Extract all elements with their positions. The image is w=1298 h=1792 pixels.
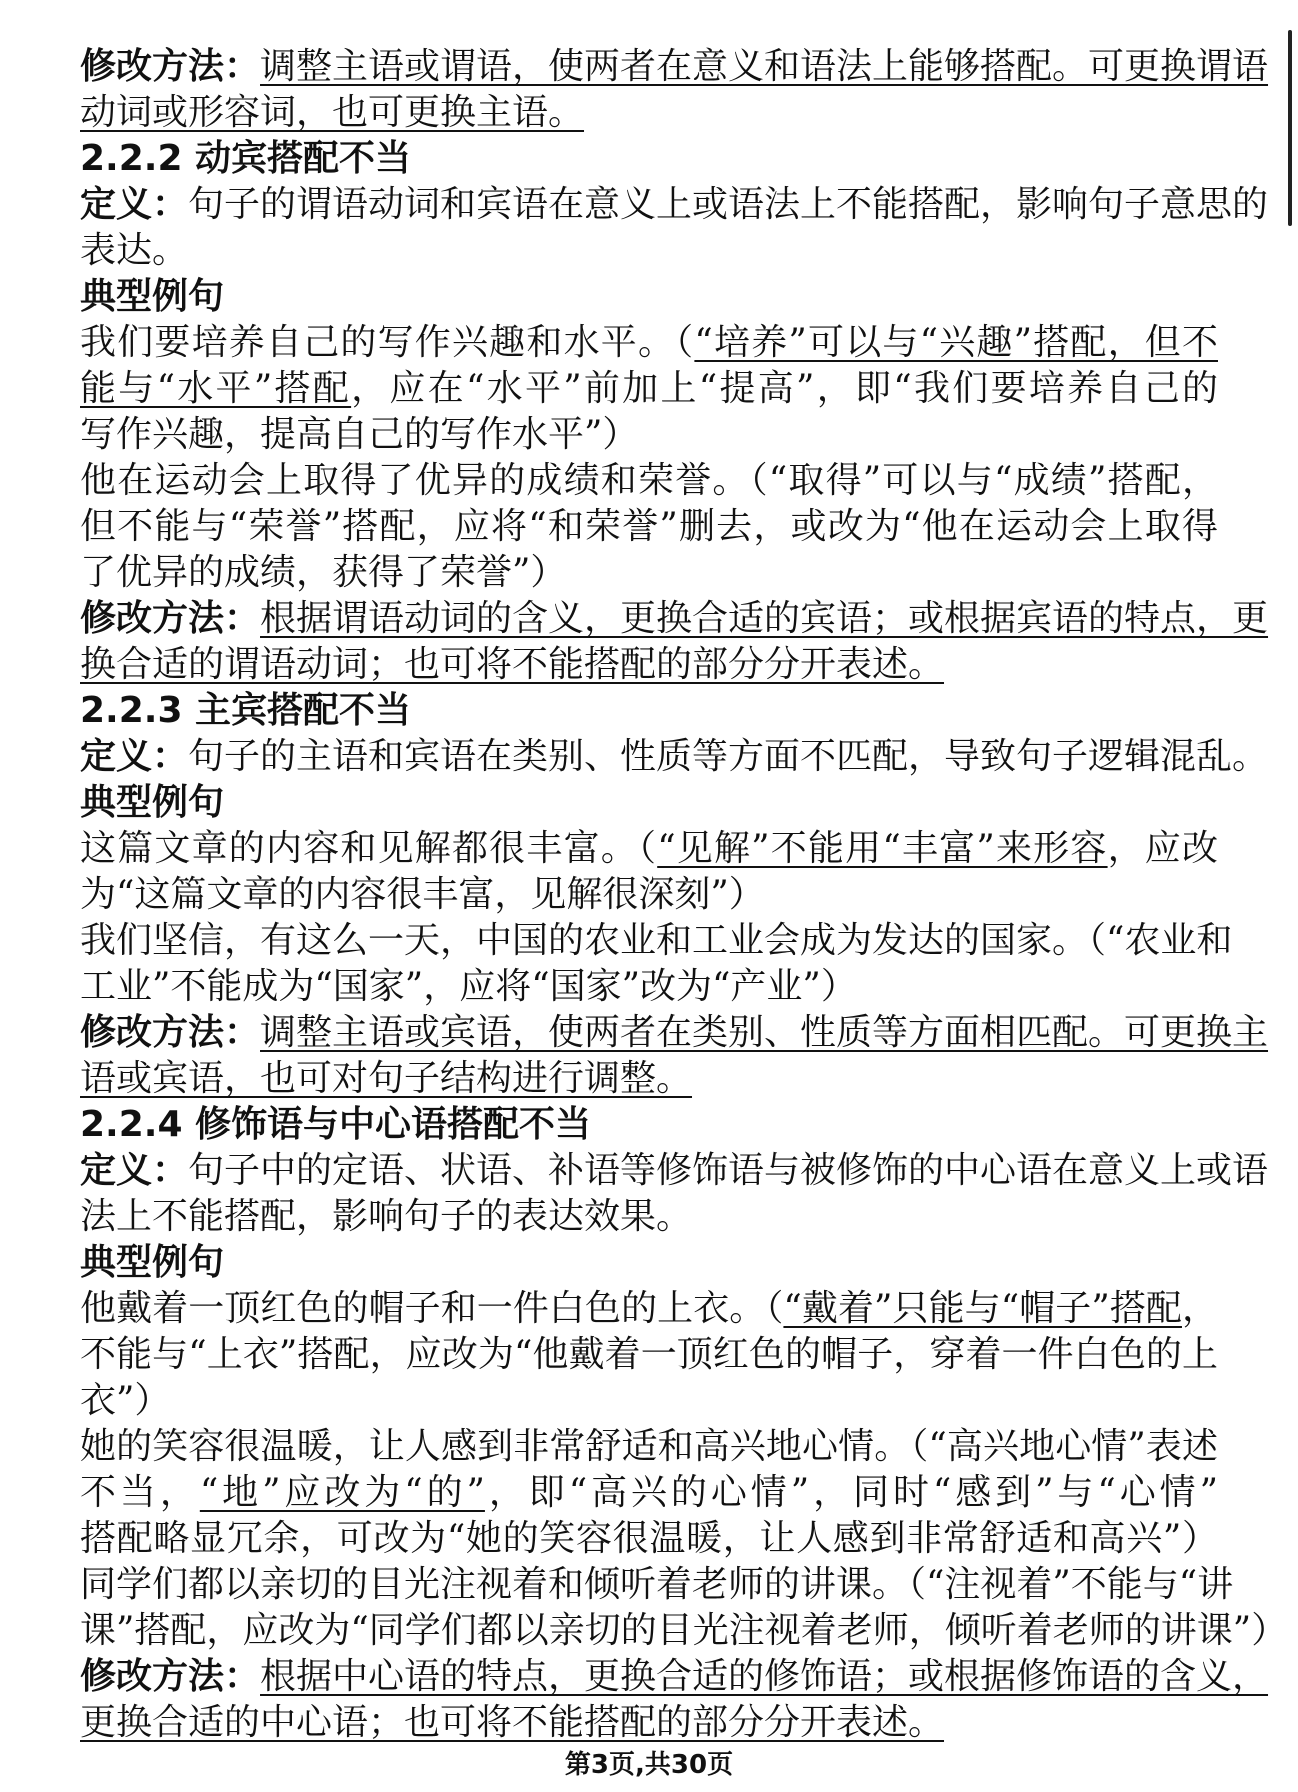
- section-heading-2-2-2: 2.2.2 动宾搭配不当: [80, 138, 412, 179]
- example-underlined: 能与“水平”搭配: [80, 368, 352, 409]
- fix-method-text: 换合适的谓语动词；也可将不能搭配的部分分开表述。: [80, 644, 945, 685]
- definition-line: [80, 1194, 1218, 1240]
- fix-method-line: [80, 1010, 1269, 1056]
- fix-method-label: 修改方法：: [80, 598, 261, 639]
- fix-method-text: 动词或形容词，也可更换主语。: [80, 92, 585, 133]
- example-line: [80, 1470, 1218, 1516]
- definition-text: 表达。: [80, 230, 189, 271]
- fix-method-text: 调整主语或谓语，使两者在意义和语法上能够搭配。可更换谓语: [260, 46, 1269, 87]
- example-underlined: “见解”不能用“丰富”来形容: [657, 828, 1108, 869]
- example-text: 衣”）: [80, 1380, 171, 1421]
- definition-line: [80, 182, 1269, 228]
- example-line: [80, 458, 1218, 504]
- example-line: [80, 964, 1218, 1010]
- example-line: [80, 872, 1218, 918]
- example-underlined: “培养”可以与“兴趣”搭配，但不: [694, 322, 1218, 363]
- example-text: 了优异的成绩，获得了荣誉”）: [80, 552, 567, 593]
- fix-method-label: 修改方法：: [80, 46, 261, 87]
- example-text: ，即“高兴的心情”，同时“感到”与“心情”: [484, 1472, 1218, 1513]
- example-line: [80, 1378, 1218, 1424]
- example-text: 这篇文章的内容和见解都很丰富。（: [80, 828, 658, 869]
- example-underlined: “戴着”只能与“帽子”搭配: [783, 1288, 1182, 1329]
- example-line: [80, 1562, 1234, 1608]
- definition-label: 定义：: [80, 184, 189, 225]
- definition-line: [80, 228, 1218, 274]
- example-line: [80, 1286, 1218, 1332]
- fix-method-line: [80, 1700, 1218, 1746]
- fix-method-line: [80, 1654, 1269, 1700]
- examples-heading: 典型例句: [80, 276, 225, 317]
- example-line: [80, 918, 1233, 964]
- section-heading-2-2-3: 2.2.3 主宾搭配不当: [80, 690, 412, 731]
- definition-label: 定义：: [80, 736, 189, 777]
- example-text: 我们要培养自己的写作兴趣和水平。（: [80, 322, 695, 363]
- example-text: 他在运动会上取得了优异的成绩和荣誉。（“取得”可以与“成绩”搭配，: [80, 460, 1218, 501]
- fix-method-line: [80, 596, 1269, 642]
- example-text: 同学们都以亲切的目光注视着和倾听着老师的讲课。（“注视着”不能与“讲: [80, 1564, 1234, 1605]
- examples-heading: 典型例句: [80, 1242, 225, 1283]
- fix-method-line: [80, 642, 1218, 688]
- definition-line: [80, 1148, 1269, 1194]
- example-text: 我们坚信，有这么一天，中国的农业和工业会成为发达的国家。（“农业和: [80, 920, 1233, 961]
- fix-method-text: 更换合适的中心语；也可将不能搭配的部分分开表述。: [80, 1702, 945, 1743]
- fix-method-line: [80, 44, 1269, 90]
- scrollbar[interactable]: [1288, 30, 1292, 226]
- example-line: [80, 550, 1218, 596]
- fix-method-text: 根据中心语的特点，更换合适的修饰语；或根据修饰语的含义，: [260, 1656, 1269, 1697]
- example-text: 他戴着一顶红色的帽子和一件白色的上衣。（: [80, 1288, 784, 1329]
- definition-label: 定义：: [80, 1150, 189, 1191]
- document-page: [80, 44, 1288, 1746]
- definition-text: 句子中的定语、状语、补语等修饰语与被修饰的中心语在意义上或语: [188, 1150, 1269, 1191]
- example-text: ，应改: [1107, 828, 1218, 869]
- example-text: 写作兴趣，提高自己的写作水平”）: [80, 414, 639, 455]
- example-text: 她的笑容很温暖，让人感到非常舒适和高兴地心情。（“高兴地心情”表述: [80, 1426, 1218, 1467]
- fix-method-text: 语或宾语，也可对句子结构进行调整。: [80, 1058, 693, 1099]
- examples-heading: 典型例句: [80, 782, 225, 823]
- definition-text: 句子的谓语动词和宾语在意义上或语法上不能搭配，影响句子意思的: [188, 184, 1269, 225]
- example-line: [80, 320, 1218, 366]
- example-text: 课”搭配，应改为“同学们都以亲切的目光注视着老师，倾听着老师的讲课”）: [80, 1610, 1288, 1651]
- example-line: [80, 1332, 1218, 1378]
- example-line: [80, 1608, 1288, 1654]
- example-text: 为“这篇文章的内容很丰富，见解很深刻”）: [80, 874, 765, 915]
- fix-method-label: 修改方法：: [80, 1656, 261, 1697]
- definition-text: 句子的主语和宾语在类别、性质等方面不匹配，导致句子逻辑混乱。: [188, 736, 1269, 777]
- example-text: ，应在“水平”前加上“提高”，即“我们要培养自己的: [351, 368, 1218, 409]
- page-footer: 第3页,共30页: [564, 1750, 734, 1780]
- fix-method-label: 修改方法：: [80, 1012, 261, 1053]
- section-heading-2-2-4: 2.2.4 修饰语与中心语搭配不当: [80, 1104, 592, 1145]
- example-line: [80, 826, 1218, 872]
- example-line: [80, 1424, 1218, 1470]
- example-text: 工业”不能成为“国家”，应将“国家”改为“产业”）: [80, 966, 857, 1007]
- definition-text: 法上不能搭配，影响句子的表达效果。: [80, 1196, 693, 1237]
- example-line: [80, 366, 1218, 412]
- definition-line: [80, 734, 1269, 780]
- fix-method-line: [80, 90, 1218, 136]
- example-line: [80, 412, 1218, 458]
- fix-method-text: 根据谓语动词的含义，更换合适的宾语；或根据宾语的特点，更: [260, 598, 1269, 639]
- example-line: [80, 504, 1218, 550]
- example-underlined: “地”应改为“的”: [199, 1472, 485, 1513]
- fix-method-text: 调整主语或宾语，使两者在类别、性质等方面相匹配。可更换主: [260, 1012, 1269, 1053]
- example-text: 搭配略显冗余，可改为“她的笑容很温暖，让人感到非常舒适和高兴”）: [80, 1518, 1218, 1559]
- example-line: [80, 1516, 1218, 1562]
- example-text: 但不能与“荣誉”搭配，应将“和荣誉”删去，或改为“他在运动会上取得: [80, 506, 1218, 547]
- fix-method-line: [80, 1056, 1218, 1102]
- example-text: 不当，: [80, 1472, 200, 1513]
- example-text: ，: [1181, 1288, 1218, 1329]
- example-text: 不能与“上衣”搭配，应改为“他戴着一顶红色的帽子，穿着一件白色的上: [80, 1334, 1218, 1375]
